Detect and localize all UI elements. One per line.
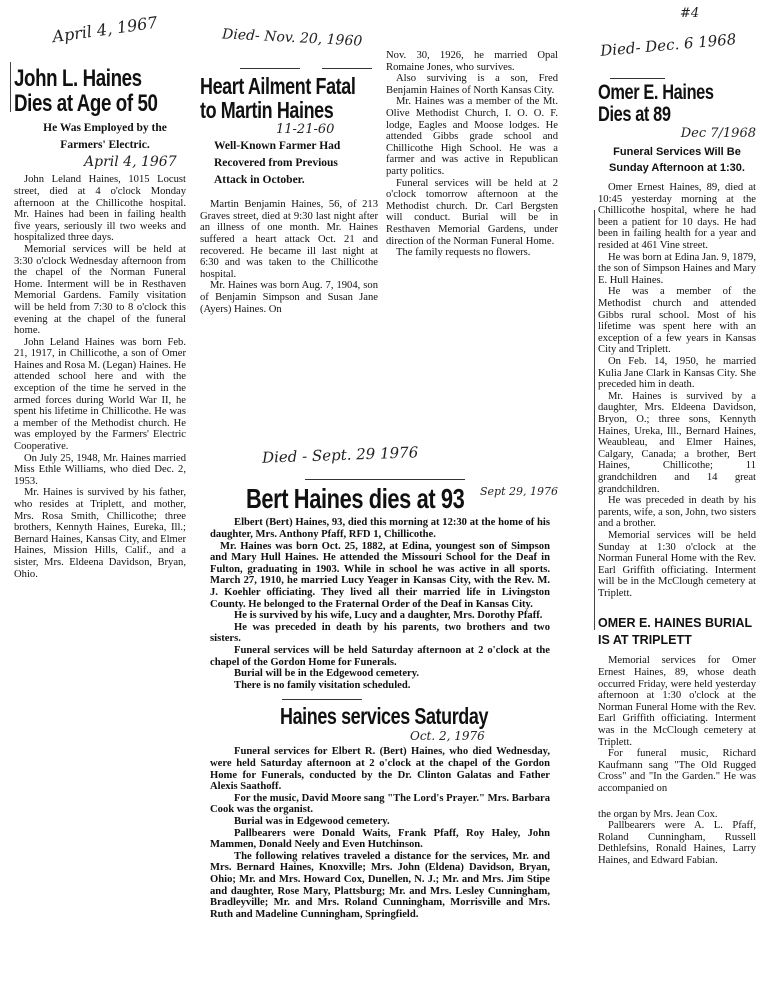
paragraph: For the music, David Moore sang "The Lord's Prayer." Mrs. Barbara Cook was the organist.: [210, 792, 550, 816]
subhead: Funeral Services Will Be Sunday Afternoon at 1:30.: [609, 146, 745, 175]
divider: [610, 78, 665, 79]
handwritten-note: #4: [680, 6, 700, 21]
article-body: [14, 174, 186, 580]
headline-line: Dies at Age of 50: [14, 90, 158, 118]
headline-line: IS AT TRIPLETT: [598, 633, 692, 648]
paragraph: Elbert (Bert) Haines, 93, died this morning at 12:30 at the home of his daughter, Mrs. Anthony Pfaff, RFD 1, Chillicothe.: [210, 517, 550, 540]
handwritten-date: Sept 29, 1976: [480, 485, 558, 498]
paragraph: He was born at Edina Jan. 9, 1879, the son of Simpson Haines and Mary E. Hull Haines.: [598, 251, 756, 286]
article-martin-continued: [386, 50, 558, 259]
paragraph: The family requests no flowers.: [396, 247, 531, 259]
paragraph: Mr. Haines is survived by a daughter, Mrs. Eldeena Davidson, Bryon, O.; three sons, Kennyth Haines, Ureka, Ill., Bernard Haines, Weaubleau, and Elmer Haines, Calgary, Canada; a brother, Bert Haines, Chillicothe; 11 grandchildren and 14 great grandchildren.: [598, 390, 756, 495]
paragraph: He was preceded in death by his parents, two brothers and two sisters.: [210, 621, 550, 645]
headline-line: Heart Ailment Fatal: [200, 73, 356, 99]
paragraph: There is no family visitation scheduled.: [234, 679, 411, 691]
headline: Bert Haines dies at 93: [246, 483, 465, 514]
headline-line: Omer E. Haines: [598, 81, 714, 104]
paragraph: The following relatives traveled a distance for the services, Mr. and Mrs. Bernard Haines, Knoxville; Mrs. John (Eldena) Davidson, Bryan, Ohio; Mr. and Mrs. Howard Cox, Dunellen, N. J.; Mr. and Mrs. Jim Stipe and daughter, Rose Mary, Plattsburg; Mr. and Mrs. Lesley Cunningham, Bradleyville; Mr. and Mrs. Roland Cunningham, Morrisville and Mrs. Ruth and Madeline Cunningham, Springfield.: [210, 850, 550, 920]
headline: [598, 615, 756, 649]
paragraph: Funeral services for Elbert R. (Bert) Haines, who died Wednesday, were held Saturday afternoon at 2 o'clock at the chapel of the Gordon Home for Funerals, conducted by the Dr. Clinton Galatas and Father Alexis Saathoff.: [210, 746, 550, 793]
handwritten-date: Dec 7/1968: [680, 126, 756, 142]
handwritten-date: 11-21-60: [276, 122, 335, 138]
paragraph: Burial was in Edgewood cemetery.: [234, 816, 390, 827]
subhead: He Was Employed by the Farmers' Electric.: [43, 122, 167, 152]
clipping-edge: [10, 62, 11, 112]
article-body: [210, 517, 550, 691]
article-john-haines: [14, 66, 186, 580]
paragraph: Memorial services will be held Sunday at 1:30 o'clock at the Norman Funeral Home with the Rev. Earl Griffith officiating. Interment will be in the McClough cemetery at Triplett.: [598, 529, 756, 599]
handwritten-date: April 4, 1967: [84, 154, 177, 171]
paragraph: Burial will be in the Edgewood cemetery.: [234, 668, 420, 680]
paragraph: John Leland Haines was born Feb. 21, 1917, in Chillicothe, a son of Omer Haines and Rosa M. (Legan) Haines. He attended school here and with the exception of the time he served in the armed forces during World War II, he spent his lifetime in Chillicothe. He was a member of the Methodist church. He was employed by the Farmers' Electric Cooperative.: [14, 336, 186, 453]
headline-line: John L. Haines: [14, 65, 142, 92]
headline: [200, 74, 379, 122]
article-body: [386, 50, 558, 259]
handwritten-date: Died- Dec. 6 1968: [599, 30, 737, 60]
headline: Haines services Saturday: [280, 703, 489, 730]
article-body: [598, 182, 756, 599]
paragraph: Also surviving is a son, Fred Benjamin Haines of North Kansas City.: [386, 73, 558, 96]
headline-row: [210, 483, 558, 514]
paragraph: Nov. 30, 1926, he married Opal Romaine Jones, who survives.: [386, 50, 558, 73]
paragraph: Pallbearers were Donald Waits, Frank Pfaff, Roy Haley, John Mammen, Donald Neely and Even Hutchinson.: [210, 827, 550, 851]
article-omer-burial: [598, 615, 756, 866]
paragraph: He was preceded in death by his parents, wife, a son, John, two sisters and a brother.: [598, 495, 756, 530]
divider: [322, 68, 372, 69]
column-bert: [210, 483, 558, 920]
headline-line: to Martin Haines: [200, 97, 334, 124]
handwritten-date: April 4, 1967: [51, 12, 159, 47]
paragraph: Mr. Haines was a member of the Mt. Olive Methodist Church, I. O. O. F. lodge, Eagles and Moose lodges. He attended Gibbs grade school and Chillicothe High School. He was a farmer and was active in Republican party politics.: [386, 96, 558, 177]
paragraph: Martin Benjamin Haines, 56, of 213 Graves street, died at 9:30 last night after an illness of one month. Mr. Haines suffered a heart attack Oct. 21 and recovered. He became ill last night at 6:30 and was taken to the Chillicothe hospital.: [200, 199, 378, 280]
clipping-edge: [594, 210, 595, 630]
paragraph: Funeral services will be held at 2 o'clock tomorrow afternoon at the Methodist church. Dr. Carl Bergsten will conduct. Burial will be in Resthaven Memorial Gardens, under direction of the Norman Funeral Home.: [386, 177, 558, 247]
headline-line: OMER E. HAINES BURIAL: [598, 616, 753, 631]
paragraph: He is survived by his wife, Lucy and a daughter, Mrs. Dorothy Pfaff.: [234, 610, 543, 622]
paragraph: Mr. Haines was born Oct. 25, 1882, at Edina, youngest son of Simpson and Mary Hull Haines. He attended the Missouri School for the Deaf in Fulton, graduating in 1903. While in school he was active in all sports. March 27, 1910, he married Lucy Yeager in Kansas City, with the Rev. M. J. Koehler officiating. They lived all their married life in Livingston County. He belonged to the Fraternal Order of the Deaf in Kansas City.: [210, 540, 550, 610]
article-haines-services: [210, 699, 550, 920]
paragraph: Memorial services for Omer Ernest Haines, 89, whose death occurred Friday, were held yesterday afternoon at 1:30 o'clock at the Norman Funeral Home with the Rev. Earl Griffith officiating. Interment was in the McClough cemetery at Triplett.: [598, 655, 756, 748]
column-omer: [598, 82, 756, 867]
article-omer-haines: [598, 82, 756, 599]
handwritten-date: Died - Sept. 29 1976: [261, 443, 419, 467]
handwritten-date: Died- Nov. 20, 1960: [221, 26, 363, 50]
article-body: [200, 199, 378, 315]
paragraph: Funeral services will be held Saturday afternoon at 2 o'clock at the chapel of the Gordon Home for Funerals.: [210, 644, 550, 668]
headline: [598, 82, 723, 126]
paragraph: Memorial services will be held at 3:30 o'clock Wednesday afternoon from the chapel of the Norman Funeral Home. Interment will be in Resthaven Memorial Gardens. Family visitation will be held from 7:30 to 8 o'clock this evening at the chapel of the funeral home.: [14, 243, 186, 337]
paragraph: On July 25, 1948, Mr. Haines married Miss Ethle Williams, who died Dec. 2, 1953.: [14, 452, 186, 487]
article-body: [598, 655, 756, 866]
paragraph: Mr. Haines was born Aug. 7, 1904, son of Benjamin Simpson and Susan Jane (Ayers) Haines. On: [200, 280, 378, 315]
article-body: [210, 746, 550, 920]
paragraph: Pallbearers were A. L. Pfaff, Roland Cunningham, Russell Dethlefsins, Ronald Haines, Larry Haines, and Edward Fabian.: [598, 820, 756, 866]
divider: [282, 699, 362, 700]
article-martin-haines: [200, 74, 378, 315]
paragraph: the organ by Mrs. Jean Cox.: [598, 808, 718, 820]
paragraph: For funeral music, Richard Kaufmann sang "The Old Rugged Cross" and "In the Garden." He was accompanied on: [598, 748, 756, 794]
paragraph: Mr. Haines is survived by his father, who resides at Triplett, and mother, Mrs. Rosa Smith, Chillicothe; three brothers, Kennyth Haines, Eureka, Ill.; Bernard Haines, Kansas City, and Elmer Haines, Mission Hills, Calif., and a sister, Mrs. Eldeena Davidson, Bryan, Ohio.: [14, 487, 186, 580]
paragraph: John Leland Haines, 1015 Locust street, died at 4 o'clock Monday afternoon at the Chillicothe hospital. Mr. Haines had been in failing health five years, seriously ill two weeks and hospitalized three days.: [14, 174, 186, 244]
paragraph: On Feb. 14, 1950, he married Kulia Jane Clark in Kansas City. She preceded him in death.: [598, 356, 756, 391]
headline-line: Dies at 89: [598, 103, 671, 127]
handwritten-date: Oct. 2, 1976: [410, 729, 485, 744]
article-bert-haines: [210, 483, 558, 691]
divider: [305, 479, 465, 480]
paragraph: He was a member of the Methodist church and attended Gibbs rural school. Most of his lifetime was spent here with an exception of a few years in Kansas City and Triplett.: [598, 286, 756, 356]
divider: [240, 68, 300, 69]
headline: [14, 66, 186, 116]
paragraph: Omer Ernest Haines, 89, died at 10:45 yesterday morning at the Chillicothe hospital, where he had been a patient for 10 days. He had been in failing health for a year and resided at 461 Vine street.: [598, 182, 756, 252]
subhead: Well-Known Farmer Had Recovered from Previous Attack in October.: [214, 140, 341, 187]
